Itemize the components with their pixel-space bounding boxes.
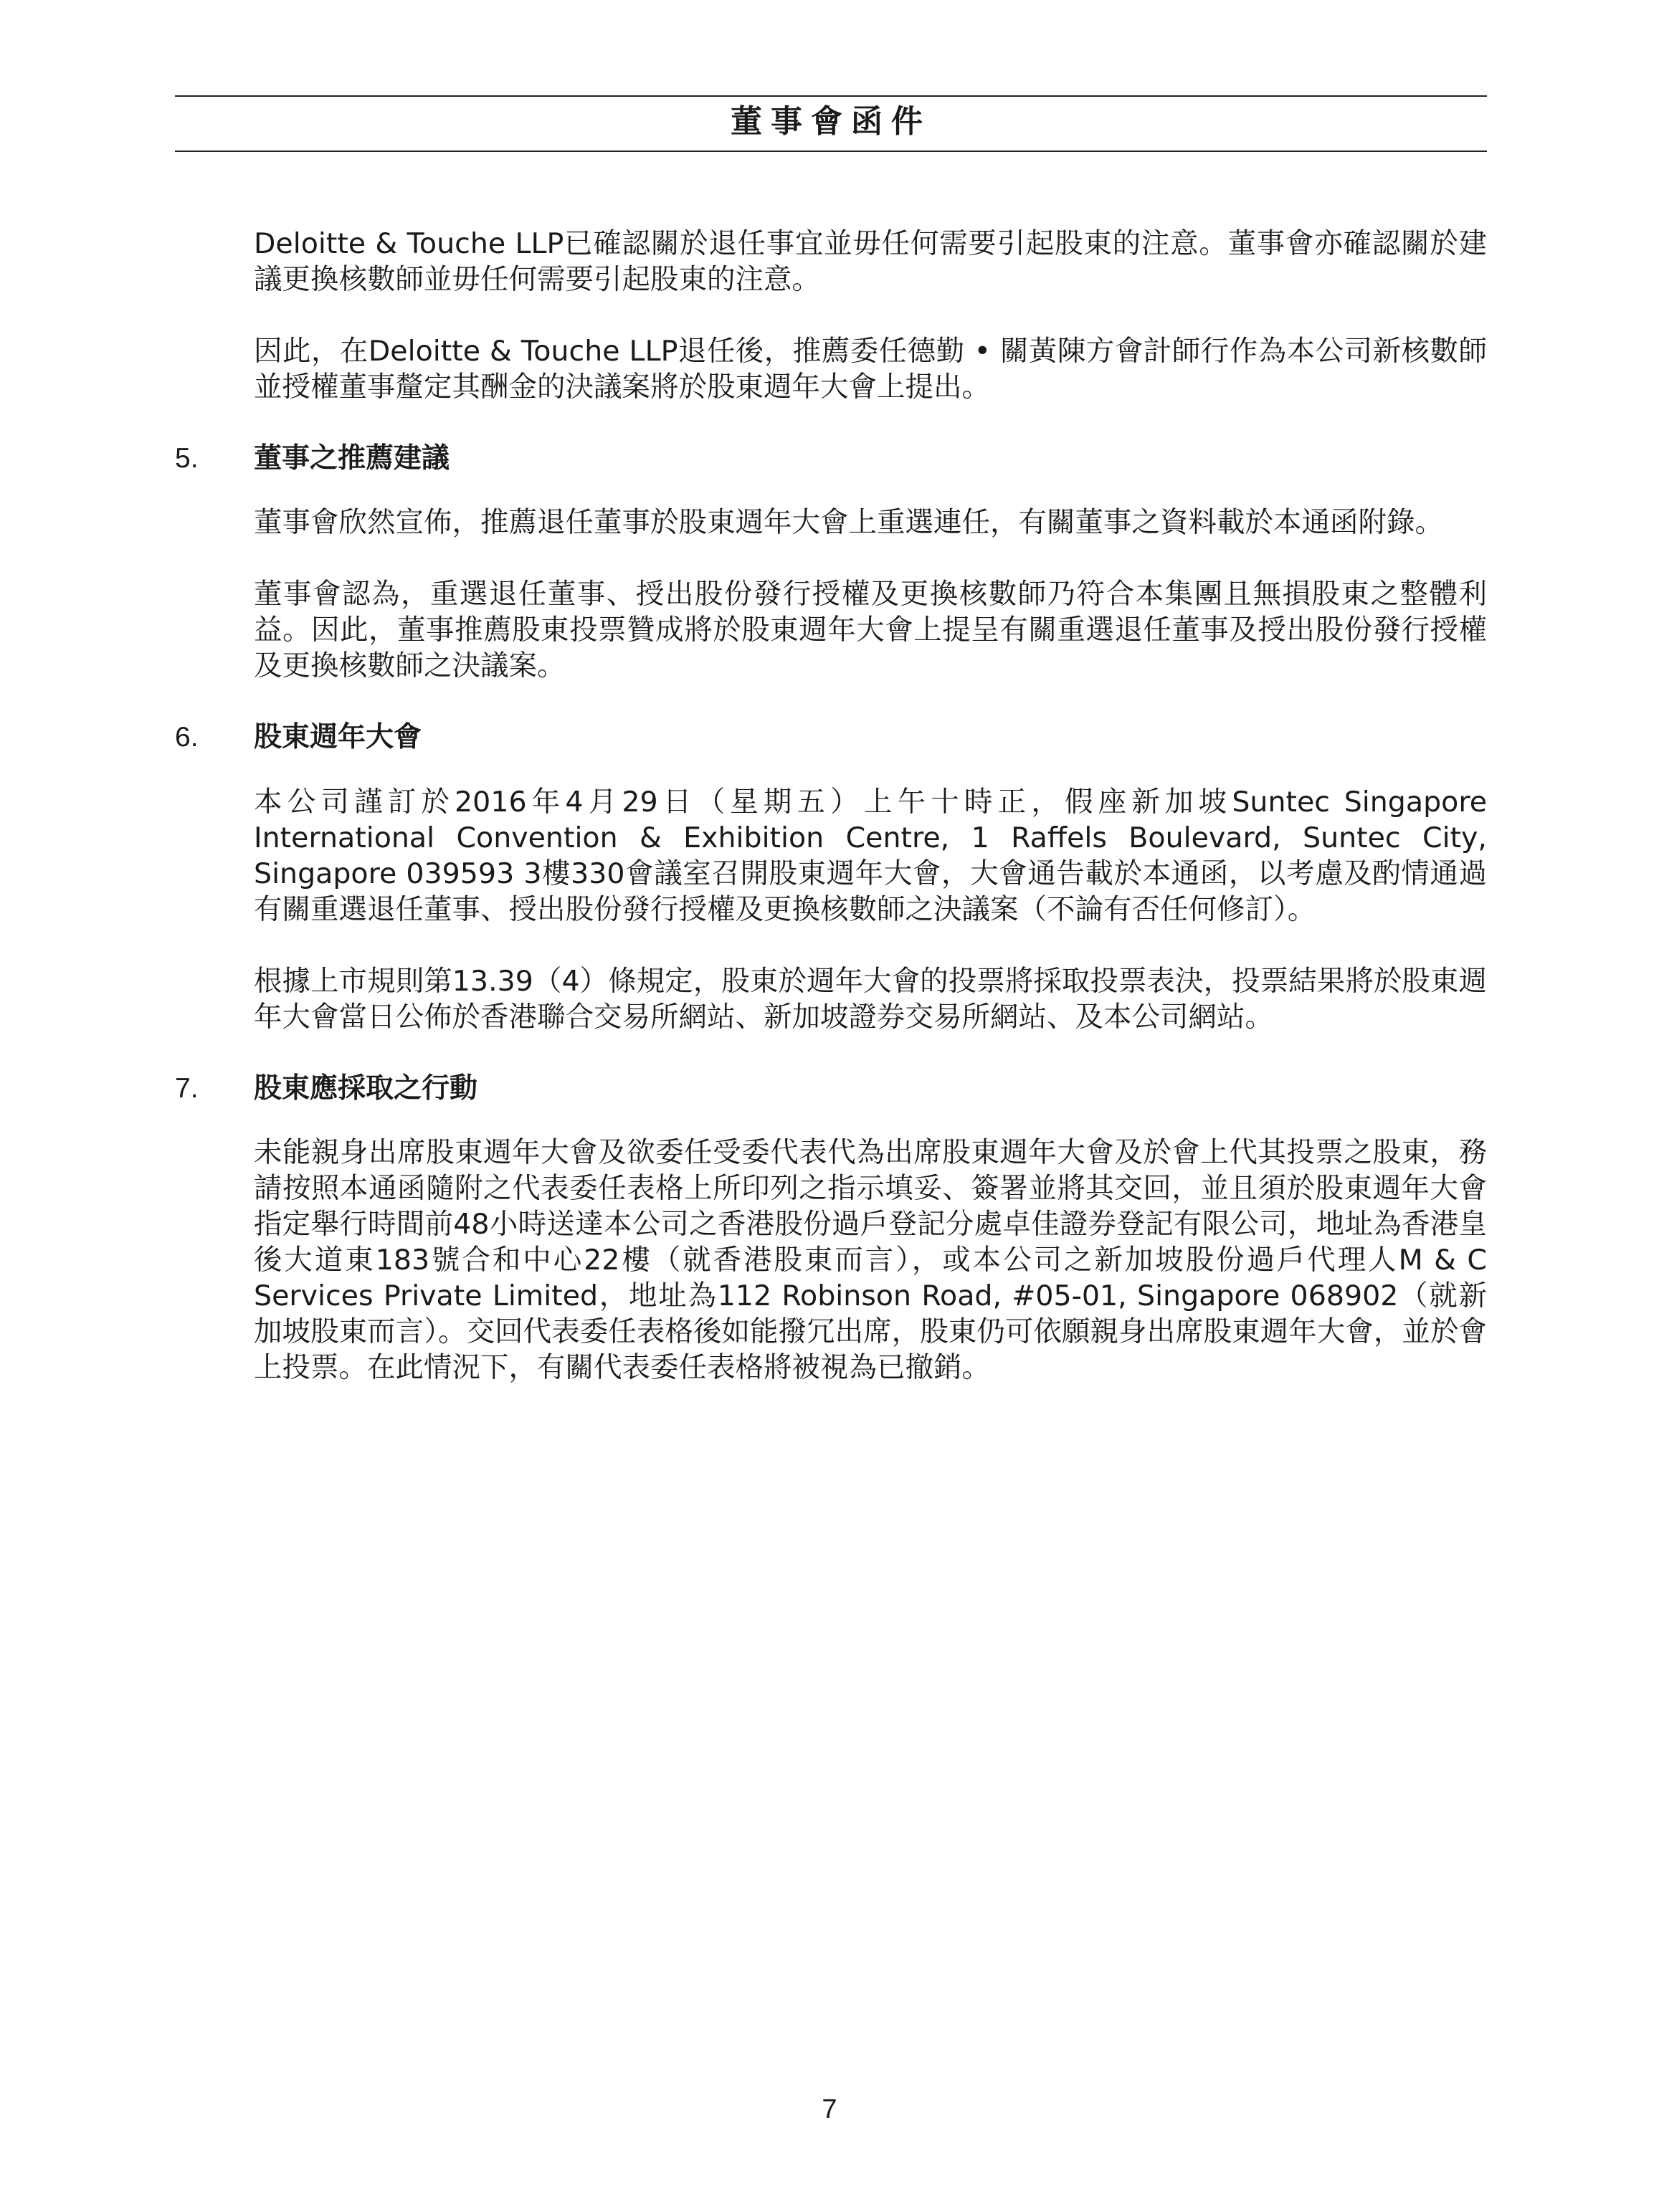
section-shareholder-action: [175, 1071, 1487, 1386]
page-header-title: 董事會函件: [731, 103, 931, 140]
intro-paragraph: Deloitte & Touche LLP已確認關於退任事宜並毋任何需要引起股東的注意。董事會亦確認關於建議更換核數師並毋任何需要引起股東的注意。: [254, 227, 1487, 296]
section-paragraph: 本公司謹訂於2016年4月29日（星期五）上午十時正，假座新加坡Suntec Singapore International Convention & Exhibition Centre, 1 Raffels Boulevard, Suntec City, Singapore 039593 3樓330會議室召開股東週年大會，大會通告載於本通函，以考慮及酌情通過有關重選退任董事、授出股份發行授權及更換核數師之決議案（不論有否任何修訂）。: [254, 785, 1487, 926]
section-number: 5.: [175, 442, 199, 474]
document-body: [175, 197, 1487, 1421]
section-title: 股東週年大會: [254, 721, 422, 753]
section-paragraph: 董事會欣然宣佈，推薦退任董事於股東週年大會上重選連任，有關董事之資料載於本通函附錄。: [254, 506, 1443, 539]
section-heading: [175, 441, 1487, 477]
header-top-rule: [175, 95, 1487, 97]
section-heading: [175, 720, 1487, 755]
section-title: 董事之推薦建議: [254, 442, 450, 475]
page-number: 7: [822, 2094, 837, 2125]
intro-paragraph: 因此，在Deloitte & Touche LLP退任後，推薦委任德勤 • 關黃陳方會計師行作為本公司新核數師並授權董事釐定其酬金的決議案將於股東週年大會上提出。: [254, 334, 1487, 404]
section-number: 6.: [175, 722, 199, 753]
section-heading: [175, 1071, 1487, 1107]
header-bottom-rule: [175, 151, 1487, 152]
section-paragraph: 董事會認為，重選退任董事、授出股份發行授權及更換核數師乃符合本集團且無損股東之整體利益。因此，董事推薦股東投票贊成將於股東週年大會上提呈有關重選退任董事及授出股份發行授權及更換核數師之決議案。: [254, 578, 1487, 682]
section-title: 股東應採取之行動: [254, 1072, 478, 1105]
section-number: 7.: [175, 1072, 199, 1104]
section-paragraph: 未能親身出席股東週年大會及欲委任受委代表代為出席股東週年大會及於會上代其投票之股東，務請按照本通函隨附之代表委任表格上所印列之指示填妥、簽署並將其交回，並且須於股東週年大會指定舉行時間前48小時送達本公司之香港股份過戶登記分處卓佳證券登記有限公司，地址為香港皇後大道東183號合和中心22樓（就香港股東而言），或本公司之新加坡股份過戶代理人M & C Services Private Limited，地址為112 Robinson Road, #05-01, Singapore 068902（就新加坡股東而言）。交回代表委任表格後如能撥冗出席，股東仍可依願親身出席股東週年大會，並於會上投票。在此情況下，有關代表委任表格將被視為已撤銷。: [254, 1136, 1487, 1384]
section-paragraph: 根據上市規則第13.39（4）條規定，股東於週年大會的投票將採取投票表決，投票結果將於股東週年大會當日公佈於香港聯合交易所網站、新加坡證券交易所網站、及本公司網站。: [254, 964, 1487, 1034]
section-directors-recommendation: [175, 441, 1487, 685]
section-agm: [175, 720, 1487, 1035]
